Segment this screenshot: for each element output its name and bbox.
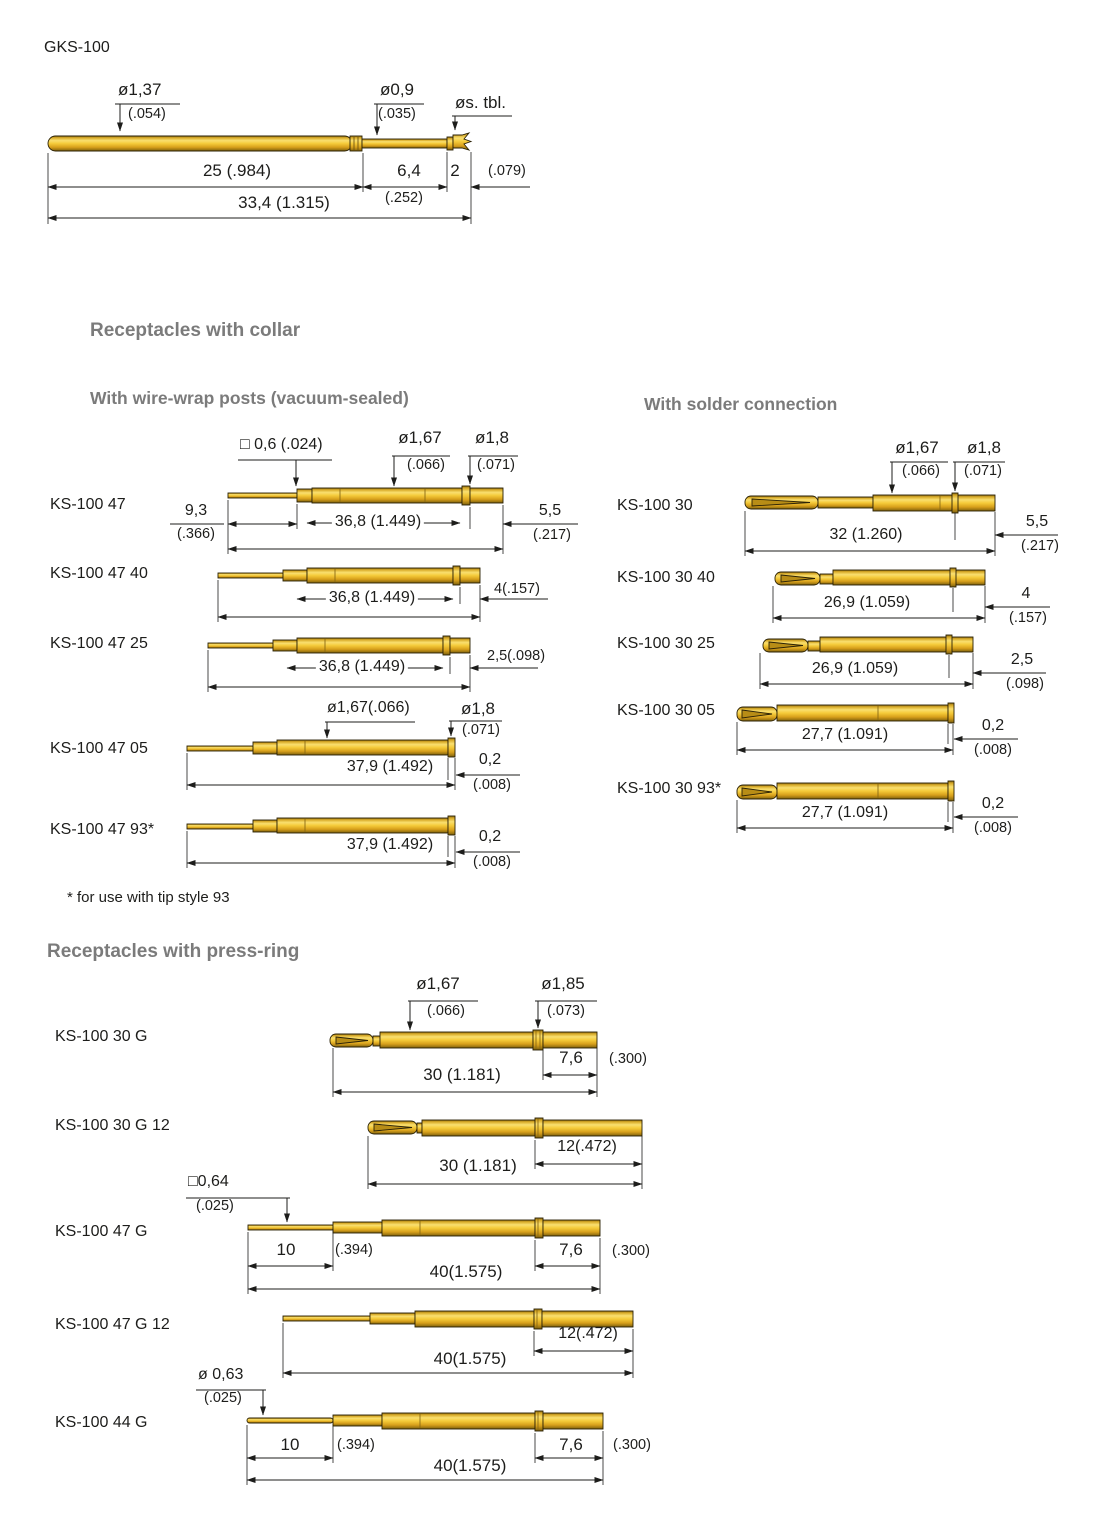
dim-square-post: □ 0,6 (.024) [240,436,323,453]
dim-len-body: 25 (.984) [202,161,272,180]
dim-square-post-inch: (.025) [196,1198,234,1214]
probe-ks-100-30-g [330,1030,597,1050]
probe-ks-100-30-40 [775,568,985,587]
dim-right: 7,6 [559,1240,583,1259]
dim-mid: 36,8 (1.449) [332,514,424,531]
dim-mid: 32 (1.260) [829,526,903,543]
dim-lines-ks-100-47-g [186,1198,600,1294]
probe-ks-100-47 [228,486,503,505]
dim-d2-inch: (.071) [477,457,515,473]
dim-dia-post: ø 0,63 [198,1366,244,1383]
dim-right: 0,2 [981,795,1005,812]
dim-square-post: □0,64 [188,1173,229,1190]
dim-dia-body-inch: (.054) [128,106,166,122]
dim-d1: ø1,67 [416,974,460,993]
dim-right: 12(.472) [557,1138,617,1155]
dim-d2: ø1,85 [541,974,585,993]
subheading-wirewrap: With wire-wrap posts (vacuum-sealed) [90,388,409,408]
dim-mid: 36,8 (1.449) [326,590,418,607]
probe-ks-100-30-25 [763,635,973,654]
dim-right-inch: (.008) [473,854,511,870]
probe-ks-100-47-25 [208,636,470,655]
dim-d2-inch: (.071) [462,722,500,738]
dim-mid: 30 (1.181) [439,1156,517,1175]
dim-d2: ø1,8 [966,438,1002,457]
row-label: KS-100 47 G 12 [55,1316,170,1333]
row-label: KS-100 47 05 [50,740,148,757]
row-label: KS-100 44 G [55,1414,148,1431]
dim-len-total: 33,4 (1.315) [238,193,330,212]
probe-ks-100-44-g [247,1411,603,1431]
row-label: KS-100 30 G 12 [55,1117,170,1134]
dim-d1: ø1,67 [895,438,939,457]
dim-right: 7,6 [559,1048,583,1067]
dim-mid: 27,7 (1.091) [801,804,889,821]
dim-d2-inch: (.073) [547,1003,585,1019]
probe-ks-100-47-93 [187,816,455,835]
row-label: KS-100 47 40 [50,565,148,582]
dim-mid: 40(1.575) [433,1456,507,1475]
dim-right: 4 [1021,585,1031,602]
subheading-solder: With solder connection [644,394,838,414]
dim-mid: 27,7 (1.091) [801,726,889,743]
dim-dia-shaft-inch: (.035) [378,106,416,122]
dim-right-inch: (.098) [1006,676,1044,692]
dim-right: 2,5(.098) [487,648,546,664]
dim-right: 0,2 [981,717,1005,734]
probe-ks-100-47-g [248,1218,600,1238]
probe-ks-100-30 [745,493,995,513]
dim-d1: ø1,67(.066) [327,699,410,716]
dim-right: 0,2 [478,828,502,845]
dim-d1-inch: (.066) [427,1003,465,1019]
dim-mid: 40(1.575) [429,1262,503,1281]
row-label: KS-100 30 40 [617,569,715,586]
dim-d2-inch: (.071) [964,463,1002,479]
dim-right: 0,2 [478,751,502,768]
row-label: KS-100 30 05 [617,702,715,719]
probe-ks-100-30-05 [737,703,954,723]
dim-right: 5,5 [1025,513,1049,530]
dim-right: 4(.157) [494,581,540,597]
dim-len-tip-inch: (.079) [488,163,526,179]
dim-left-inch: (.394) [337,1437,375,1453]
dim-d2: ø1,8 [474,428,510,447]
dim-right-inch: (.300) [612,1243,650,1259]
dim-d2: ø1,8 [460,699,496,718]
probe-ks-100-47-05 [187,738,455,757]
probe-ks-100-30-g-12 [368,1118,642,1138]
dim-dia-body: ø1,37 [118,80,162,99]
dim-dia-shaft: ø0,9 [380,80,415,99]
dim-dia-tip: øs. tbl. [455,93,507,112]
row-label: KS-100 47 [50,496,126,513]
dim-mid: 26,9 (1.059) [811,660,899,677]
dim-mid: 40(1.575) [433,1349,507,1368]
dim-lines-ks-100-47 [170,456,578,554]
dim-left: 9,3 [184,502,208,519]
dim-right-inch: (.008) [974,742,1012,758]
probe-ks-100-47-40 [218,566,480,585]
footnote-tip-style: * for use with tip style 93 [67,889,230,906]
dim-mid: 36,8 (1.449) [316,659,408,676]
dim-mid: 37,9 (1.492) [346,836,434,853]
dim-right: 12(.472) [558,1325,618,1342]
row-label: KS-100 47 25 [50,635,148,652]
dim-left: 10 [280,1435,300,1454]
row-label: KS-100 30 25 [617,635,715,652]
dim-mid: 26,9 (1.059) [823,594,911,611]
dim-right: 5,5 [538,502,562,519]
section-heading-pressring: Receptacles with press-ring [47,941,300,962]
row-label: KS-100 47 93* [50,821,155,838]
dim-d1-inch: (.066) [407,457,445,473]
dim-mid: 37,9 (1.492) [346,758,434,775]
row-label: KS-100 30 [617,497,693,514]
dim-left-inch: (.394) [335,1242,373,1258]
dim-right-inch: (.217) [1021,538,1059,554]
dim-d1: ø1,67 [398,428,442,447]
dim-right-inch: (.008) [974,820,1012,836]
dim-len-shaft-inch: (.252) [385,190,423,206]
dim-d1-inch: (.066) [902,463,940,479]
dim-len-tip: 2 [450,161,460,180]
dim-left: 10 [276,1240,296,1259]
dim-right-inch: (.300) [609,1051,647,1067]
probe-gks-100 [48,133,471,151]
dim-right-inch: (.008) [473,777,511,793]
dim-dia-post-inch: (.025) [204,1390,242,1406]
row-label: KS-100 30 93* [617,780,722,797]
dim-right-inch: (.217) [533,527,571,543]
dim-lines-ks-100-30-25 [760,653,1046,689]
dim-mid: 30 (1.181) [423,1065,501,1084]
page-title: GKS-100 [44,39,110,56]
row-label: KS-100 47 G [55,1223,148,1240]
dim-left-inch: (.366) [177,526,215,542]
dim-lines-ks-100-44-g [196,1390,603,1485]
dim-right: 7,6 [559,1435,583,1454]
section-heading-collar: Receptacles with collar [90,320,301,341]
probe-ks-100-30-93 [737,781,954,801]
dim-right-inch: (.157) [1009,610,1047,626]
dim-len-shaft: 6,4 [397,161,421,180]
row-label: KS-100 30 G [55,1028,148,1045]
dim-right-inch: (.300) [613,1437,651,1453]
dim-right: 2,5 [1010,651,1034,668]
